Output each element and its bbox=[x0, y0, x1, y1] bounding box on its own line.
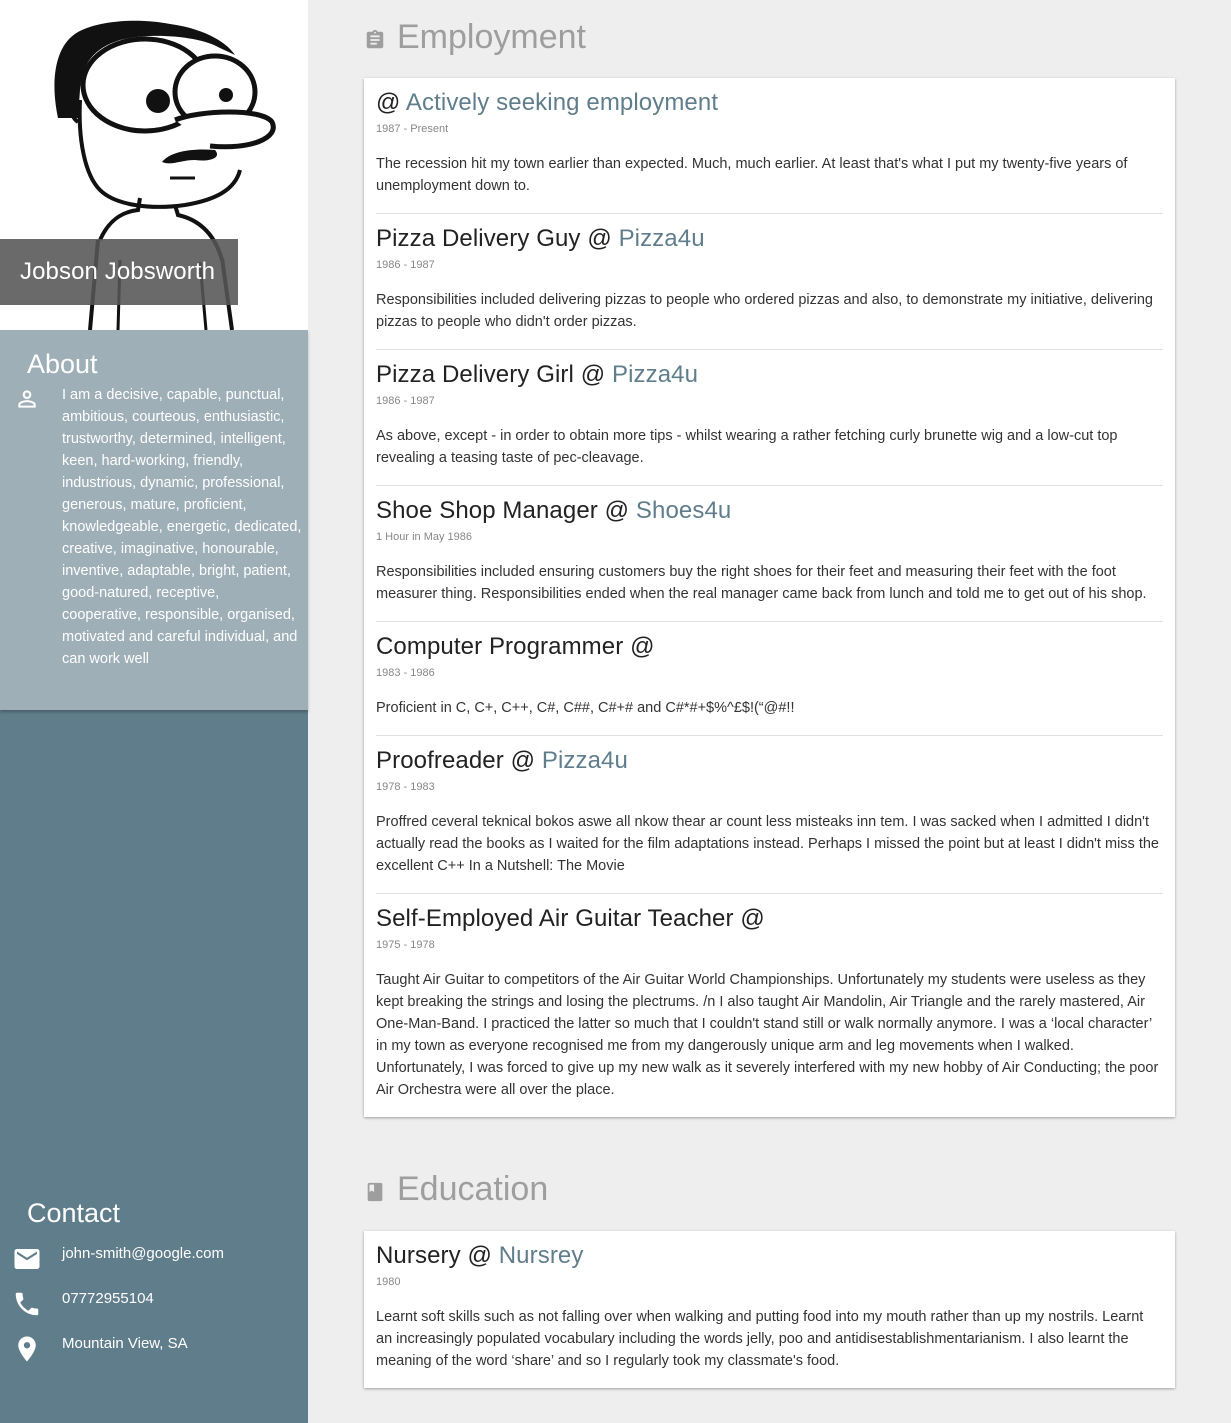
entry-role: Nursery bbox=[376, 1242, 461, 1269]
entry-date: 1987 - Present bbox=[376, 123, 449, 135]
employment-entry bbox=[376, 350, 1163, 486]
entry-title bbox=[376, 496, 1163, 526]
email-icon bbox=[12, 1244, 42, 1274]
entry-role: Pizza Delivery Girl bbox=[376, 361, 574, 388]
entry-title bbox=[376, 224, 1163, 254]
entry-role: Self-Employed Air Guitar Teacher bbox=[376, 905, 734, 932]
entry-org[interactable]: Shoes4u bbox=[635, 497, 732, 524]
entry-date: 1 Hour in May 1986 bbox=[376, 531, 472, 543]
phone-icon bbox=[12, 1289, 42, 1319]
person-icon bbox=[14, 386, 40, 412]
entry-title bbox=[376, 746, 1163, 776]
entry-date: 1975 - 1978 bbox=[376, 939, 435, 951]
entry-role: Proofreader bbox=[376, 747, 504, 774]
entry-org[interactable]: Actively seeking employment bbox=[405, 89, 719, 116]
education-title: Education bbox=[397, 1170, 549, 1208]
entry-date: 1980 bbox=[376, 1276, 401, 1288]
entry-at: @ bbox=[467, 1242, 492, 1269]
contact-email[interactable] bbox=[0, 1244, 308, 1274]
entry-description: Proficient in C, C+, C++, C#, C##, C#+# and C#*#+$%^£$!(“@#!! bbox=[376, 700, 795, 716]
entry-description: As above, except - in order to obtain more tips - whilst wearing a rather fetching curly brunette wig and a low-cut top revealing a teasing taste of pec-cleavage. bbox=[376, 428, 1118, 466]
entry-org[interactable]: Pizza4u bbox=[611, 361, 699, 388]
entry-org[interactable]: Pizza4u bbox=[541, 747, 628, 774]
employment-card bbox=[364, 78, 1175, 1117]
entry-at: @ bbox=[376, 89, 401, 116]
location-pin-icon bbox=[12, 1334, 42, 1364]
avatar bbox=[0, 0, 308, 330]
clipboard-icon bbox=[364, 28, 386, 52]
contact-title: Contact bbox=[27, 1198, 121, 1228]
employment-entry bbox=[376, 622, 1163, 736]
about-title: About bbox=[27, 349, 98, 379]
employment-entry bbox=[376, 214, 1163, 350]
entry-org[interactable]: Pizza4u bbox=[618, 225, 705, 252]
entry-title bbox=[376, 360, 1163, 390]
entry-title bbox=[376, 1241, 1163, 1271]
entry-org[interactable]: Nursrey bbox=[498, 1242, 584, 1269]
entry-at: @ bbox=[630, 633, 655, 660]
entry-role: Pizza Delivery Guy bbox=[376, 225, 581, 252]
entry-description: Learnt soft skills such as not falling over when walking and putting food into my mouth rather than up my nostrils. Learnt an increasingly populated vocabulary including the words jelly, poo and antidisestablishmentarianism. I also learnt the meaning of the word ‘share’ and so I regularly took my classmate's food. bbox=[376, 1309, 1144, 1369]
entry-at: @ bbox=[587, 225, 612, 252]
entry-date: 1986 - 1987 bbox=[376, 395, 435, 407]
entry-description: Responsibilities included ensuring customers buy the right shoes for their feet and measuring their feet with the foot measurer thing. Responsibilities ended when the real manager came back from lunch and told me to get out of his shop. bbox=[376, 564, 1147, 602]
entry-date: 1986 - 1987 bbox=[376, 259, 435, 271]
entry-description: Taught Air Guitar to competitors of the Air Guitar World Championships. Unfortunately my students were useless as they kept breaking the strings and losing the plectrums. /n I also taught Air Mandolin, Air Triangle and the rarely mastered, Air One-Man-Band. I practiced the latter so much that I couldn't stand still or walk normally anymore. I was a ‘local character’ in my town as everyone recognised me from my dangerously unique arm and leg movements when I walked. Unfortunately, I was forced to give up my new walk as it severely interfered with my new hobby of Air Conducting; the poor Air Orchestra were all over the place. bbox=[376, 972, 1159, 1098]
contact-phone-text[interactable]: 07772955104 bbox=[62, 1290, 154, 1307]
education-card bbox=[364, 1231, 1175, 1388]
entry-role: Computer Programmer bbox=[376, 633, 624, 660]
education-entry bbox=[376, 1231, 1163, 1388]
employment-entry bbox=[376, 486, 1163, 622]
entry-at: @ bbox=[604, 497, 630, 524]
sidebar bbox=[0, 0, 308, 1423]
entry-title bbox=[376, 904, 1163, 934]
entry-description: Responsibilities included delivering pizzas to people who ordered pizzas and also, to demonstrate my initiative, delivering pizzas to people who didn't order pizzas. bbox=[376, 292, 1153, 330]
entry-date: 1983 - 1986 bbox=[376, 667, 435, 679]
entry-role: Shoe Shop Manager bbox=[376, 497, 598, 524]
contact-email-text[interactable]: john-smith@google.com bbox=[62, 1245, 224, 1262]
about-text: I am a decisive, capable, punctual, ambitious, courteous, enthusiastic, trustworthy, determined, intelligent, keen, hard-working, friendly, industrious, dynamic, professional, generous, mature, proficient, knowledgeable, energetic, dedicated, creative, imaginative, honourable, inventive, adaptable, bright, patient, good-natured, receptive, cooperative, responsible, organised, motivated and careful individual, and can work well bbox=[62, 387, 302, 667]
entry-title bbox=[376, 632, 1163, 662]
book-icon bbox=[364, 1180, 386, 1204]
entry-at: @ bbox=[580, 361, 606, 388]
entry-title bbox=[376, 88, 1163, 118]
entry-date: 1978 - 1983 bbox=[376, 781, 435, 793]
entry-description: Proffred ceveral teknical bokos aswe all nkow thear ar count less misteaks inn tem. I was sacked when I admitted I didn't actually read the books as I waited for the film adaptations instead. Perhaps I missed the point but at least I didn't miss the excellent C++ In a Nutshell: The Movie bbox=[376, 814, 1159, 874]
contact-phone[interactable] bbox=[0, 1289, 308, 1319]
employment-entry bbox=[376, 78, 1163, 214]
contact-location bbox=[0, 1334, 308, 1364]
employment-entry bbox=[376, 894, 1163, 1117]
profile-name: Jobson Jobsworth bbox=[0, 239, 238, 305]
contact-location-text: Mountain View, SA bbox=[62, 1335, 188, 1352]
entry-description: The recession hit my town earlier than expected. Much, much earlier. At least that's what I put my twenty-five years of unemployment down to. bbox=[376, 156, 1128, 194]
employment-title: Employment bbox=[397, 18, 586, 56]
entry-at: @ bbox=[740, 905, 765, 932]
about-panel bbox=[0, 330, 308, 710]
employment-entry bbox=[376, 736, 1163, 894]
entry-at: @ bbox=[510, 747, 536, 774]
